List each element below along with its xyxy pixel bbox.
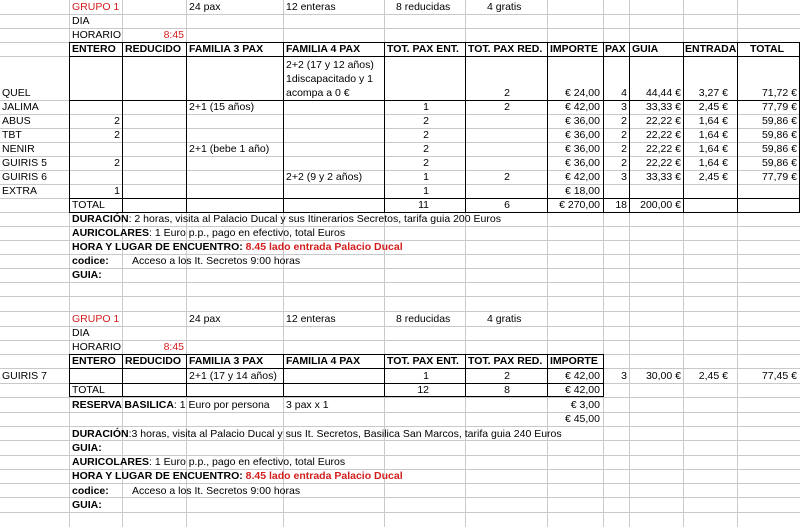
dia-label: DIA	[72, 15, 90, 27]
cell-fam3: 2+1 (17 y 14 años)	[189, 370, 277, 382]
meeting-point-note: HORA Y LUGAR DE ENCUENTRO: 8.45 lado entrada Palacio Ducal	[72, 241, 403, 253]
cell-total: 71,72 €	[761, 87, 797, 99]
cell-pax: 2	[621, 143, 627, 155]
row-name: TBT	[2, 129, 22, 141]
reducidas-count: 8 reducidas	[396, 313, 451, 325]
guia-label: GUIA:	[72, 499, 102, 511]
row-name: QUEL	[2, 87, 31, 99]
column-header: FAMILIA 4 PAX	[286, 355, 361, 367]
cell-totent: 1	[423, 370, 429, 382]
column-header: TOT. PAX ENT.	[387, 355, 459, 367]
cell-importe: € 42,00	[564, 171, 600, 183]
cell-pax: 3	[621, 370, 627, 382]
family-note: 2+2 (17 y 12 años)	[286, 59, 374, 71]
cell-entero: 1	[114, 185, 120, 197]
cell-guia: 22,22 €	[645, 115, 681, 127]
cell-totred: 2	[504, 101, 510, 113]
cell-totred: 2	[504, 370, 510, 382]
total-totent: 12	[417, 384, 429, 396]
cell-total: 77,45 €	[761, 370, 797, 382]
codice-label: codice:	[72, 255, 109, 267]
cell-total: 59,86 €	[761, 143, 797, 155]
dia-label: DIA	[72, 327, 90, 339]
column-header: GUIA	[632, 43, 659, 55]
reserva-total: € 45,00	[564, 413, 600, 425]
group-label: GRUPO 1	[72, 313, 120, 325]
row-name: JALIMA	[2, 101, 39, 113]
column-header: TOT. PAX ENT.	[387, 43, 459, 55]
codice-text: Acceso a los It. Secretos 9:00 horas	[132, 485, 301, 497]
total-guia: 200,00 €	[640, 199, 681, 211]
cell-total: 59,86 €	[761, 129, 797, 141]
cell-totent: 1	[423, 171, 429, 183]
cell-guia: 30,00 €	[645, 370, 681, 382]
cell-entrada: 1,64 €	[698, 143, 728, 155]
enteras-count: 12 enteras	[286, 313, 336, 325]
family-note: acompa a 0 €	[286, 87, 350, 99]
column-header: REDUCIDO	[125, 355, 182, 367]
row-name: GUIRIS 5	[2, 157, 47, 169]
cell-totent: 2	[423, 143, 429, 155]
cell-guia: 22,22 €	[645, 143, 681, 155]
cell-entrada: 1,64 €	[698, 157, 728, 169]
total-label: TOTAL	[72, 199, 105, 211]
guia-label: GUIA:	[72, 442, 102, 454]
row-name: ABUS	[2, 115, 31, 127]
auriculares-note: AURICOLARES: 1 Euro p.p., pago en efectivo, total Euros	[72, 227, 346, 239]
cell-fam3: 2+1 (bebe 1 año)	[189, 143, 270, 155]
total-label: TOTAL	[72, 384, 105, 396]
codice-text: Acceso a los It. Secretos 9:00 horas	[132, 255, 301, 267]
cell-importe: € 36,00	[564, 157, 600, 169]
cell-entrada: 3,27 €	[698, 87, 728, 99]
horario-value: 8:45	[163, 341, 184, 353]
cell-guia: 44,44 €	[645, 87, 681, 99]
duracion-note: DURACIÓN: 2 horas, visita al Palacio Ducal y sus Itinerarios Secretos, tarifa guia 200 Euros	[72, 213, 501, 225]
pax-count: 24 pax	[189, 313, 221, 325]
column-header: IMPORTE	[550, 355, 598, 367]
cell-entrada: 1,64 €	[698, 129, 728, 141]
group-label: GRUPO 1	[72, 1, 120, 13]
total-importe: € 42,00	[564, 384, 600, 396]
cell-entero: 2	[114, 157, 120, 169]
reducidas-count: 8 reducidas	[396, 1, 451, 13]
column-header: TOT. PAX RED.	[468, 43, 543, 55]
column-header: TOT. PAX RED.	[468, 355, 543, 367]
horario-label: HORARIO	[72, 29, 122, 41]
cell-entero: 2	[114, 129, 120, 141]
cell-totent: 1	[423, 185, 429, 197]
cell-pax: 4	[621, 87, 627, 99]
cell-guia: 22,22 €	[645, 157, 681, 169]
cell-pax: 2	[621, 157, 627, 169]
cell-totent: 1	[423, 101, 429, 113]
row-name: EXTRA	[2, 185, 38, 197]
codice-label: codice:	[72, 485, 109, 497]
column-header: PAX	[605, 43, 626, 55]
column-header: TOTAL	[750, 43, 785, 55]
row-name: GUIRIS 7	[2, 370, 47, 382]
column-header: ENTRADA	[685, 43, 737, 55]
cell-importe: € 36,00	[564, 143, 600, 155]
horario-label: HORARIO	[72, 341, 122, 353]
cell-entrada: 1,64 €	[698, 115, 728, 127]
cell-totent: 2	[423, 115, 429, 127]
cell-importe: € 42,00	[564, 370, 600, 382]
column-header: ENTERO	[72, 43, 116, 55]
cell-guia: 22,22 €	[645, 129, 681, 141]
column-header: FAMILIA 4 PAX	[286, 43, 361, 55]
cell-pax: 3	[621, 171, 627, 183]
total-totred: 6	[504, 199, 510, 211]
guia-label: GUIA:	[72, 269, 102, 281]
reserva-amount: € 3,00	[570, 399, 600, 411]
cell-pax: 2	[621, 115, 627, 127]
cell-entrada: 2,45 €	[698, 171, 728, 183]
auriculares-note: AURICOLARES: 1 Euro p.p., pago en efectivo, total Euros	[72, 456, 346, 468]
duracion-note: DURACIÓN:3 horas, visita al Palacio Ducal y sus It. Secretos, Basilica San Marcos, tarifa guia 240 Euros	[72, 428, 562, 440]
family-note: 1discapacitado y 1	[286, 73, 373, 85]
column-header: IMPORTE	[550, 43, 598, 55]
cell-total: 59,86 €	[761, 157, 797, 169]
total-pax: 18	[615, 199, 627, 211]
column-header: FAMILIA 3 PAX	[189, 43, 264, 55]
cell-entero: 2	[114, 115, 120, 127]
gratis-count: 4 gratis	[487, 1, 522, 13]
cell-importe: € 36,00	[564, 115, 600, 127]
column-header: ENTERO	[72, 355, 116, 367]
cell-importe: € 36,00	[564, 129, 600, 141]
cell-totred: 2	[504, 171, 510, 183]
cell-pax: 3	[621, 101, 627, 113]
cell-entrada: 2,45 €	[698, 370, 728, 382]
column-header: FAMILIA 3 PAX	[189, 355, 264, 367]
total-totent: 11	[418, 199, 429, 211]
reserva-note: RESERVA BASILICA: 1 Euro por persona	[72, 399, 270, 411]
enteras-count: 12 enteras	[286, 1, 336, 13]
pax-count: 24 pax	[189, 1, 221, 13]
reserva-pax: 3 pax x 1	[286, 399, 329, 411]
cell-fam4: 2+2 (9 y 2 años)	[286, 171, 363, 183]
cell-guia: 33,33 €	[645, 171, 681, 183]
column-header: REDUCIDO	[125, 43, 182, 55]
gratis-count: 4 gratis	[487, 313, 522, 325]
cell-totent: 2	[423, 129, 429, 141]
row-name: NENIR	[2, 143, 35, 155]
total-totred: 8	[504, 384, 510, 396]
cell-total: 59,86 €	[761, 115, 797, 127]
cell-pax: 2	[621, 129, 627, 141]
cell-fam3: 2+1 (15 años)	[189, 101, 255, 113]
cell-importe: € 24,00	[564, 87, 600, 99]
cell-guia: 33,33 €	[645, 101, 681, 113]
cell-importe: € 18,00	[564, 185, 600, 197]
total-importe: € 270,00	[559, 199, 600, 211]
cell-importe: € 42,00	[564, 101, 600, 113]
horario-value: 8:45	[163, 29, 184, 41]
cell-total: 77,79 €	[761, 101, 797, 113]
cell-totent: 2	[423, 157, 429, 169]
cell-totred: 2	[504, 87, 510, 99]
meeting-point-note: HORA Y LUGAR DE ENCUENTRO: 8.45 lado entrada Palacio Ducal	[72, 470, 403, 482]
row-name: GUIRIS 6	[2, 171, 47, 183]
cell-total: 77,79 €	[761, 171, 797, 183]
cell-entrada: 2,45 €	[698, 101, 728, 113]
